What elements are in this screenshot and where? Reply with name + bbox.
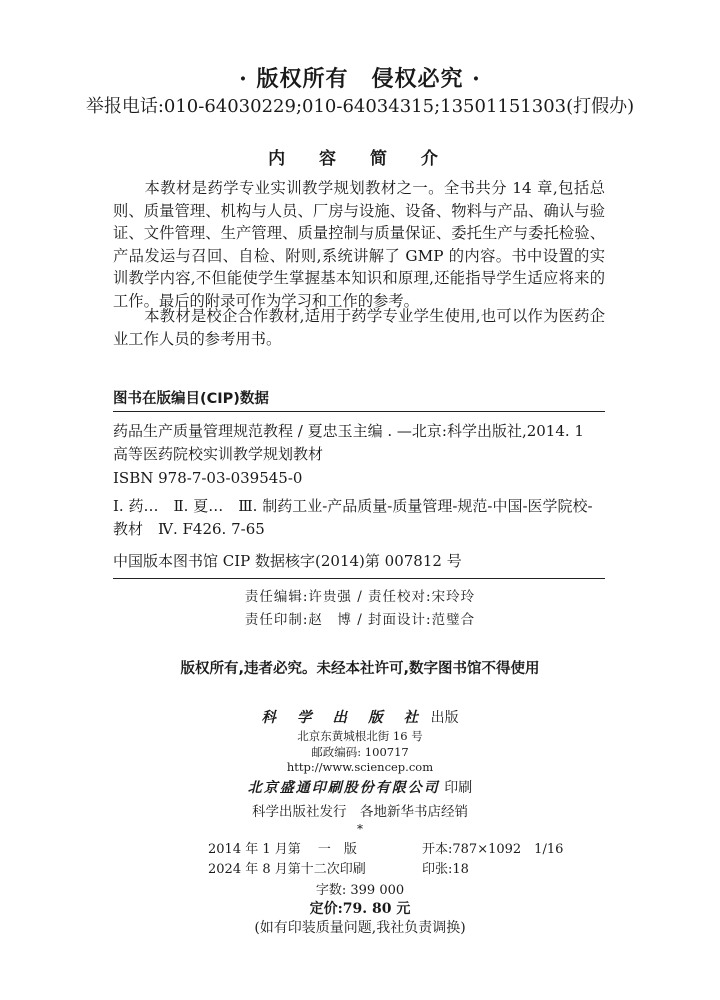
cip-title-line: 药品生产质量管理规范教程 / 夏忠玉主编 . —北京:科学出版社,2014. 1	[113, 422, 584, 440]
printer-logo-text: 北京盛通印刷股份有限公司	[247, 780, 440, 796]
cip-isbn: ISBN 978-7-03-039545-0	[113, 469, 303, 487]
paragraph-text: 本教材是药学专业实训教学规划教材之一。全书共分 14 章,包括总则、质量管理、机构与人员、厂房与设施、设备、物料与产品、确认与验证、文件管理、生产管理、质量控制与质量保证、委托生产与委托检验、产品发运与召回、自检、附则,系统讲解了 GMP 的内容。书中设置的实训教学内容,不但能使学生掌握基本知识和原理,还能指导学生适应将来的工作。最后的附录可作为学习和工作的参考。	[113, 179, 605, 310]
publisher-url: http://www.sciencep.com	[286, 760, 434, 774]
price: 定价:79. 80 元	[309, 901, 411, 917]
publisher-logo-text: 科 学 出 版 社	[261, 709, 427, 726]
introduction-paragraph-2	[113, 305, 605, 350]
cip-bottom-rule	[113, 578, 605, 579]
first-edition: 2014 年 1 月第 一 版	[208, 842, 357, 857]
printer-suffix: 印刷	[439, 780, 473, 796]
introduction-heading: 内 容 简 介	[268, 149, 452, 169]
printer-line	[0, 777, 720, 797]
publisher-postcode: 邮政编码: 100717	[311, 745, 409, 759]
cip-heading: 图书在版编目(CIP)数据	[113, 391, 269, 407]
cip-top-rule	[113, 411, 605, 412]
copyright-title: · 版权所有 侵权必究 ·	[239, 66, 481, 92]
latest-printing: 2024 年 8 月第十二次印刷	[208, 862, 366, 877]
publisher-address: 北京东黄城根北街 16 号	[297, 729, 423, 743]
word-count: 字数: 399 000	[315, 883, 405, 898]
cip-number: 中国版本图书馆 CIP 数据核字(2014)第 007812 号	[113, 552, 462, 570]
separator-star: *	[357, 822, 363, 836]
distribution-line: 科学出版社发行 各地新华书店经销	[252, 804, 468, 820]
staff-line-printing: 责任印制:赵 博 / 封面设计:范璧合	[244, 612, 476, 628]
publisher-line	[0, 706, 720, 727]
introduction-paragraph-1	[113, 177, 605, 313]
digital-library-notice: 版权所有,违者必究。未经本社许可,数字图书馆不得使用	[180, 661, 540, 677]
staff-line-editors: 责任编辑:许贵强 / 责任校对:宋玲玲	[244, 589, 476, 605]
cip-series-line: 高等医药院校实训教学规划教材	[113, 445, 324, 463]
report-phone-line: 举报电话:010-64030229;010-64034315;13501151303(打假办)	[85, 96, 635, 117]
book-format: 开本:787×1092 1/16	[422, 842, 564, 857]
cip-classification: Ⅰ. 药… Ⅱ. 夏… Ⅲ. 制药工业-产品质量-质量管理-规范-中国-医学院校-教材 Ⅳ. F426. 7-65	[113, 497, 593, 538]
exchange-note: (如有印装质量问题,我社负责调换)	[254, 920, 466, 936]
publisher-suffix: 出版	[426, 710, 459, 726]
printed-sheets: 印张:18	[422, 862, 469, 877]
paragraph-text: 本教材是校企合作教材,适用于药学专业学生使用,也可以作为医药企业工作人员的参考用书。	[113, 307, 605, 348]
